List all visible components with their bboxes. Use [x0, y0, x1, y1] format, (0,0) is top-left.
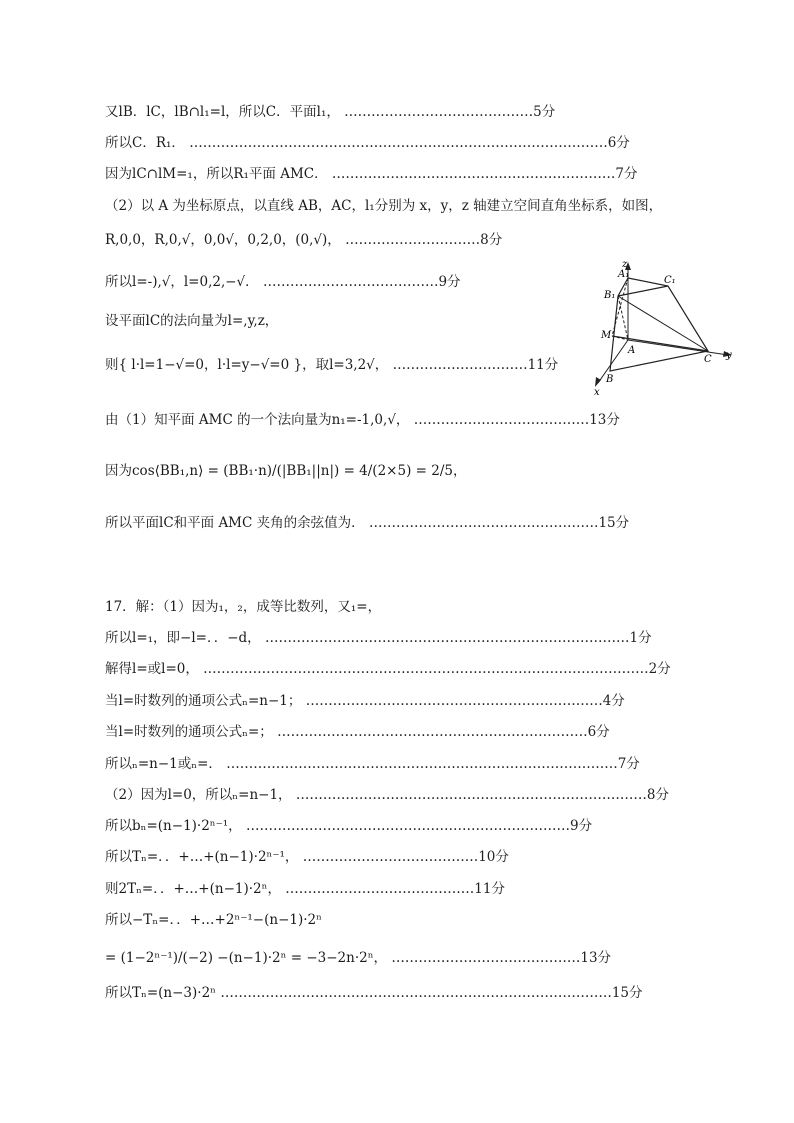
p17-line-7: 所以bₙ=(n−1)·2ⁿ⁻¹， ………………………………………………………………9分 — [105, 818, 593, 834]
system-line: 则{ l·l=1−√=0，l·l=y−√=0 }，取l=3,2√， …………………………11分 — [105, 357, 559, 373]
proof-line-1: 又lB．lC，lB∩l₁=l，所以C．平面l₁， ……………………………………5分 — [105, 104, 556, 120]
proof-line-3: 因为lC∩lM=₁，所以R₁平面 AMC． ………………………………………………………7分 — [105, 166, 638, 182]
p17-line-8: 所以Tₙ=．．+…+(n−1)·2ⁿ⁻¹， …………………………………10分 — [105, 849, 509, 865]
edge-b1-c — [618, 296, 708, 351]
label-c: C — [704, 354, 712, 365]
p17-line-6: （2）因为l=0，所以ₙ=n−1， ……………………………………………………………………8分 — [105, 787, 669, 803]
p17-line-12: 所以Tₙ=(n−3)·2ⁿ ……………………………………………………………………………15分 — [105, 985, 643, 1001]
label-b1: B₁ — [604, 290, 616, 301]
x-axis-arrow — [595, 377, 601, 387]
p17-line-11: = (1−2ⁿ⁻¹)/(−2) −(n−1)·2ⁿ = −3−2n·2ⁿ， ……………………………………13分 — [105, 950, 612, 966]
edge-m-c — [612, 336, 708, 351]
label-m: M — [601, 330, 612, 341]
label-a1: A₁ — [618, 269, 630, 280]
prism-outline — [610, 278, 708, 371]
p17-line-1: 所以l=₁，即−l=．．−d， ………………………………………………………………………1分 — [105, 630, 652, 646]
label-a: A — [628, 345, 636, 356]
p17-line-10: 所以−Tₙ=．．+…+2ⁿ⁻¹−(n−1)·2ⁿ — [105, 912, 322, 928]
y-axis — [628, 340, 728, 355]
p17-line-5: 所以ₙ=n−1或ₙ=． ……………………………………………………………………………7分 — [105, 756, 640, 772]
proof-line-4: （2）以 A 为坐标原点，以直线 AB，AC，l₁分别为 x，y，z 轴建立空间直角坐标系，如图， — [105, 198, 663, 214]
label-y: y — [726, 350, 732, 361]
label-z: z — [622, 259, 628, 270]
normal-from-part1-line: 由（1）知平面 AMC 的一个法向量为n₁=-1,0,√， …………………………………13分 — [105, 412, 620, 428]
conclusion-line: 所以平面lC和平面 AMC 夹角的余弦值为． ……………………………………………15分 — [105, 515, 630, 531]
vector-line: 所以l=-),√，l=0,2,−√． …………………………………9分 — [105, 274, 461, 290]
edge-b1-a — [618, 296, 628, 340]
p17-line-4: 当l=时数列的通项公式ₙ=； ……………………………………………………………6分 — [105, 724, 610, 740]
p17-line-2: 解得l=或l=0， ………………………………………………………………………………………2分 — [105, 661, 671, 677]
label-b: B — [606, 374, 614, 385]
proof-line-2: 所以C．R₁． …………………………………………………………………………………6分 — [105, 135, 630, 151]
problem-17-heading: 17．解：（1）因为₁，₂，成等比数列，又₁=， — [105, 599, 382, 615]
p17-line-9: 则2Tₙ=．．+…+(n−1)·2ⁿ， ……………………………………11分 — [105, 881, 505, 897]
coordinates-line: R,0,0，R,0,√，0,0√，0,2,0，(0,√)， …………………………8分 — [105, 232, 503, 248]
edge-b1-c1 — [618, 286, 668, 296]
label-c1: C₁ — [664, 275, 676, 286]
p17-line-3: 当l=时数列的通项公式ₙ=n−1； …………………………………………………………4分 — [105, 693, 625, 709]
prism-coordinate-figure — [580, 258, 740, 398]
label-x: x — [594, 387, 600, 398]
normal-vector-line: 设平面lC的法向量为l=,y,z， — [105, 313, 279, 329]
cosine-line: 因为cos⟨BB₁,n⟩ = (BB₁·n)/(|BB₁||n|) = 4/(2×5) = 2/5， — [105, 463, 467, 479]
